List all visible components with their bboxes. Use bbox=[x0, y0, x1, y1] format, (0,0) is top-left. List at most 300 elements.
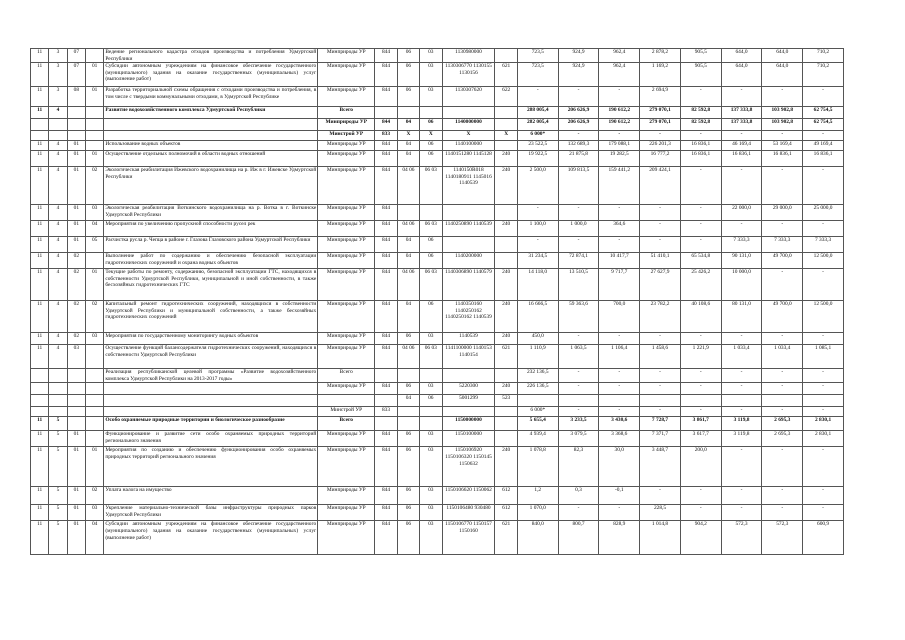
code-cell: 1150106620 1150062 bbox=[442, 487, 495, 505]
amount-cell: - bbox=[558, 237, 599, 253]
amount-cell bbox=[721, 395, 762, 407]
code-cell: 11 bbox=[31, 167, 49, 205]
code-cell bbox=[420, 369, 442, 383]
code-cell: 01 bbox=[67, 141, 85, 151]
amount-cell: 19 282,5 bbox=[599, 151, 640, 167]
amount-cell: - bbox=[517, 237, 558, 253]
code-cell: 03 bbox=[420, 49, 442, 63]
row-name-cell: Выполнение работ по содержанию и обеспечению безопасной эксплуатации гидротехнических сооружений и охрана водных объектов bbox=[104, 253, 318, 269]
code-cell: 11 bbox=[31, 487, 49, 505]
row-name-cell: Текущие работы по ремонту, содержанию, безопасной эксплуатации ГТС, находящихся в собственности Удмуртской Республики, муниципальной и иной собственности, в также бесхозяйных гидротехнических ГТС bbox=[104, 269, 318, 301]
table-row bbox=[31, 383, 844, 395]
amount-cell: - bbox=[680, 221, 721, 237]
code-cell: 622 bbox=[495, 87, 517, 107]
code-cell bbox=[67, 407, 85, 417]
code-cell: Минприроды УР bbox=[318, 345, 375, 369]
code-cell: 03 bbox=[67, 345, 85, 369]
row-name-cell: Субсидии автономным учреждениям на финансовое обеспечение государственного (муниципального) задания на оказание государственных (муниципальных) услуг (выполнение работ) bbox=[104, 521, 318, 555]
amount-cell: - bbox=[721, 505, 762, 521]
code-cell: 1130307620 bbox=[442, 87, 495, 107]
amount-cell: - bbox=[721, 131, 762, 141]
amount-cell: 226 201,3 bbox=[640, 141, 681, 151]
amount-cell: 2 878,2 bbox=[640, 49, 681, 63]
amount-cell: - bbox=[803, 269, 844, 301]
code-cell: 1140539 bbox=[442, 333, 495, 345]
amount-cell: 14 118,0 bbox=[517, 269, 558, 301]
amount-cell: 3 119,8 bbox=[721, 431, 762, 447]
amount-cell: 49 700,0 bbox=[762, 301, 803, 333]
amount-cell: - bbox=[762, 505, 803, 521]
amount-cell: - bbox=[680, 87, 721, 107]
amount-cell: 49 700,0 bbox=[762, 253, 803, 269]
amount-cell: 40 108,6 bbox=[680, 301, 721, 333]
code-cell: 844 bbox=[375, 151, 397, 167]
code-cell: 02 bbox=[67, 333, 85, 345]
row-name-cell: Разработка территориальной схемы обращения с отходами производства и потребления, в том числе с твердыми коммунальными отходами, в Удмуртской Республике bbox=[104, 87, 318, 107]
amount-cell: 16 836,1 bbox=[762, 151, 803, 167]
amount-cell bbox=[558, 395, 599, 407]
code-cell: 06 bbox=[420, 237, 442, 253]
amount-cell bbox=[762, 395, 803, 407]
amount-cell: 644,0 bbox=[762, 63, 803, 87]
amount-cell: - bbox=[762, 87, 803, 107]
table-row bbox=[31, 167, 844, 205]
code-cell: 06 bbox=[397, 63, 419, 87]
amount-cell: 12 500,0 bbox=[803, 253, 844, 269]
code-cell bbox=[49, 395, 67, 407]
amount-cell: - bbox=[558, 369, 599, 383]
code-cell bbox=[85, 345, 103, 369]
amount-cell: 16 777,2 bbox=[640, 151, 681, 167]
code-cell: 06 bbox=[397, 87, 419, 107]
code-cell: 240 bbox=[495, 447, 517, 487]
code-cell bbox=[442, 369, 495, 383]
code-cell: 11 bbox=[31, 205, 49, 221]
amount-cell: 3 617,7 bbox=[680, 431, 721, 447]
amount-cell: - bbox=[640, 407, 681, 417]
amount-cell: 644,0 bbox=[762, 49, 803, 63]
table-row bbox=[31, 447, 844, 487]
amount-cell: 1 100,0 bbox=[517, 221, 558, 237]
code-cell: Минприроды УР bbox=[318, 301, 375, 333]
code-cell: 04 bbox=[85, 521, 103, 555]
code-cell: 11 bbox=[31, 107, 49, 119]
amount-cell: 962,4 bbox=[599, 49, 640, 63]
code-cell: Х bbox=[420, 131, 442, 141]
code-cell: 1150100000 bbox=[442, 431, 495, 447]
row-name-cell: Осуществление функций балансодержателя гидротехнических сооружений, находящихся в собственности Удмуртской Республики bbox=[104, 345, 318, 369]
code-cell bbox=[85, 417, 103, 431]
code-cell: 3 bbox=[49, 63, 67, 87]
amount-cell: 1 063,5 bbox=[558, 345, 599, 369]
code-cell: 03 bbox=[420, 487, 442, 505]
code-cell: 844 bbox=[375, 205, 397, 221]
amount-cell: 800,7 bbox=[558, 521, 599, 555]
code-cell: 844 bbox=[375, 167, 397, 205]
amount-cell: 2 695,3 bbox=[762, 431, 803, 447]
amount-cell bbox=[599, 395, 640, 407]
code-cell: 02 bbox=[85, 167, 103, 205]
table-row bbox=[31, 521, 844, 555]
code-cell: 01 bbox=[67, 205, 85, 221]
amount-cell: 0,3 bbox=[558, 487, 599, 505]
code-cell bbox=[442, 407, 495, 417]
code-cell: 04 06 bbox=[397, 345, 419, 369]
code-cell bbox=[495, 119, 517, 131]
amount-cell: 2 695,3 bbox=[762, 417, 803, 431]
code-cell: 01 bbox=[67, 237, 85, 253]
code-cell: Всего bbox=[318, 369, 375, 383]
amount-cell: 25 000,0 bbox=[803, 205, 844, 221]
amount-cell: - bbox=[680, 407, 721, 417]
amount-cell: - bbox=[762, 369, 803, 383]
row-name-cell: Мероприятия по государственному мониторингу водных объектов bbox=[104, 333, 318, 345]
code-cell: 11 bbox=[31, 141, 49, 151]
row-name-cell: Развитие водохозяйственного комплекса Удмуртской Республики bbox=[104, 107, 318, 119]
code-cell: 621 bbox=[495, 345, 517, 369]
code-cell: Минстрой УР bbox=[318, 131, 375, 141]
code-cell: 844 bbox=[375, 49, 397, 63]
amount-cell: 6 000* bbox=[517, 407, 558, 417]
amount-cell: 200,0 bbox=[680, 447, 721, 487]
code-cell: 06 bbox=[420, 119, 442, 131]
amount-cell: 1 000,0 bbox=[558, 221, 599, 237]
code-cell bbox=[49, 407, 67, 417]
amount-cell: - bbox=[803, 221, 844, 237]
amount-cell: - bbox=[680, 167, 721, 205]
table-row bbox=[31, 301, 844, 333]
code-cell bbox=[85, 141, 103, 151]
amount-cell: - bbox=[803, 383, 844, 395]
amount-cell: 49 169,4 bbox=[803, 141, 844, 151]
amount-cell: - bbox=[558, 383, 599, 395]
code-cell: 612 bbox=[495, 487, 517, 505]
code-cell bbox=[49, 369, 67, 383]
amount-cell: 46 169,4 bbox=[721, 141, 762, 151]
row-name-cell: Ведение регионального кадастра отходов производства и потребления Удмуртской Республики bbox=[105, 49, 317, 62]
code-cell bbox=[85, 407, 103, 417]
code-cell: 04 06 bbox=[397, 269, 419, 301]
amount-cell: 10 000,0 bbox=[721, 269, 762, 301]
code-cell bbox=[67, 119, 85, 131]
amount-cell: - bbox=[803, 369, 844, 383]
code-cell: 06 bbox=[420, 141, 442, 151]
code-cell bbox=[420, 205, 442, 221]
code-cell: 06 03 bbox=[420, 221, 442, 237]
table-row bbox=[31, 333, 844, 345]
amount-cell: 16 836,1 bbox=[680, 141, 721, 151]
code-cell: 621 bbox=[495, 521, 517, 555]
amount-cell: - bbox=[599, 205, 640, 221]
code-cell: 04 bbox=[397, 253, 419, 269]
amount-cell: 600,9 bbox=[803, 521, 844, 555]
code-cell bbox=[495, 237, 517, 253]
row-name-cell: Капитальный ремонт гидротехнических сооружений, находящихся в собственности Удмуртской Республики и муниципальной собственности, а также бесхозяйных гидротехнических сооружений bbox=[104, 301, 318, 333]
amount-cell: 103 902,8 bbox=[762, 107, 803, 119]
code-cell: 1150106920 1150106320 1150145 1150632 bbox=[442, 447, 495, 487]
amount-cell: 7 728,7 bbox=[640, 417, 681, 431]
code-cell: 04 bbox=[397, 119, 419, 131]
amount-cell: - bbox=[680, 369, 721, 383]
amount-cell: 206 626,9 bbox=[558, 119, 599, 131]
amount-cell: 288 005,4 bbox=[517, 107, 558, 119]
code-cell: 844 bbox=[375, 237, 397, 253]
code-cell bbox=[375, 395, 397, 407]
code-cell: Х bbox=[442, 131, 495, 141]
code-cell bbox=[67, 131, 85, 141]
code-cell: 11 bbox=[31, 447, 49, 487]
code-cell bbox=[31, 407, 49, 417]
code-cell: 01 bbox=[85, 447, 103, 487]
code-cell: 03 bbox=[85, 333, 103, 345]
amount-cell: 1 169,2 bbox=[640, 63, 681, 87]
code-cell: 1140350160 1140250162 1140250162 1140539 bbox=[442, 301, 495, 333]
code-cell bbox=[375, 107, 397, 119]
code-cell: 04 bbox=[397, 141, 419, 151]
amount-cell: 1 033,4 bbox=[762, 345, 803, 369]
amount-cell: - bbox=[680, 131, 721, 141]
code-cell: 01 bbox=[85, 269, 103, 301]
code-cell: 02 bbox=[85, 487, 103, 505]
code-cell bbox=[49, 119, 67, 131]
amount-cell: - bbox=[721, 383, 762, 395]
code-cell: 07 bbox=[67, 63, 85, 87]
code-cell: 612 bbox=[495, 505, 517, 521]
code-cell bbox=[85, 119, 103, 131]
amount-cell: 82,3 bbox=[558, 447, 599, 487]
code-cell: 4 bbox=[49, 221, 67, 237]
code-cell: 06 bbox=[397, 431, 419, 447]
code-cell: 03 bbox=[85, 505, 103, 521]
code-cell: 844 bbox=[375, 345, 397, 369]
amount-cell: 3 368,6 bbox=[599, 431, 640, 447]
table-row bbox=[31, 505, 844, 521]
amount-cell: 1 014,8 bbox=[640, 521, 681, 555]
code-cell: 4 bbox=[49, 333, 67, 345]
code-cell: 1140150R018 1140180911 1145016 1140539 bbox=[442, 167, 495, 205]
code-cell: 11 bbox=[31, 345, 49, 369]
amount-cell: - bbox=[721, 447, 762, 487]
amount-cell: 103 902,8 bbox=[762, 119, 803, 131]
amount-cell: - bbox=[558, 205, 599, 221]
code-cell: 5 bbox=[49, 487, 67, 505]
code-cell: 03 bbox=[420, 87, 442, 107]
code-cell bbox=[495, 369, 517, 383]
amount-cell: - bbox=[680, 333, 721, 345]
amount-cell: - bbox=[640, 487, 681, 505]
code-cell: 01 bbox=[67, 447, 85, 487]
code-cell: 04 bbox=[85, 221, 103, 237]
code-cell: 01 bbox=[85, 63, 103, 87]
table-row bbox=[31, 487, 844, 505]
code-cell: 4 bbox=[49, 301, 67, 333]
amount-cell: 206 626,9 bbox=[558, 107, 599, 119]
amount-cell: - bbox=[762, 333, 803, 345]
amount-cell: 209 424,1 bbox=[640, 167, 681, 205]
code-cell: Минприроды УР bbox=[318, 221, 375, 237]
amount-cell: 364,6 bbox=[599, 221, 640, 237]
amount-cell: - bbox=[640, 221, 681, 237]
amount-cell: 232 136,5 bbox=[517, 369, 558, 383]
code-cell: 240 bbox=[495, 333, 517, 345]
code-cell: 11 bbox=[31, 333, 49, 345]
table-row bbox=[31, 119, 844, 131]
code-cell bbox=[318, 395, 375, 407]
code-cell: Минприроды УР bbox=[318, 151, 375, 167]
row-name-cell bbox=[104, 131, 318, 141]
code-cell: 621 bbox=[495, 63, 517, 87]
amount-cell: - bbox=[680, 237, 721, 253]
code-cell: 1140250890 1140539 bbox=[442, 221, 495, 237]
code-cell: 833 bbox=[375, 407, 397, 417]
amount-cell: 1 458,6 bbox=[640, 345, 681, 369]
row-name-cell: Укрепление материально-технической базы инфраструктуры природных парков Удмуртской Республики bbox=[104, 505, 318, 521]
amount-cell: 25 426,2 bbox=[680, 269, 721, 301]
amount-cell: - bbox=[558, 131, 599, 141]
code-cell: 03 bbox=[85, 205, 103, 221]
code-cell: 1150106770 1150157 1150160 bbox=[442, 521, 495, 555]
code-cell bbox=[495, 107, 517, 119]
code-cell: 06 bbox=[397, 447, 419, 487]
code-cell: 4 bbox=[49, 269, 67, 301]
amount-cell: - bbox=[680, 205, 721, 221]
amount-cell: 279 070,1 bbox=[640, 107, 681, 119]
code-cell: 1140100000 bbox=[442, 141, 495, 151]
code-cell bbox=[31, 395, 49, 407]
amount-cell: - bbox=[599, 505, 640, 521]
amount-cell: -0,1 bbox=[599, 487, 640, 505]
table-row bbox=[31, 345, 844, 369]
code-cell: 01 bbox=[67, 431, 85, 447]
row-name-cell: Мероприятия по созданию и обеспечению функционирования особо охраняемых природных территорий регионального значения bbox=[104, 447, 318, 487]
code-cell bbox=[31, 383, 49, 395]
code-cell bbox=[442, 237, 495, 253]
code-cell bbox=[495, 141, 517, 151]
code-cell: 06 bbox=[420, 151, 442, 167]
code-cell: Минприроды УР bbox=[318, 447, 375, 487]
code-cell: 1150106480 930480 bbox=[442, 505, 495, 521]
table-row bbox=[31, 49, 844, 63]
amount-cell: - bbox=[721, 87, 762, 107]
amount-cell: 159 441,2 bbox=[599, 167, 640, 205]
code-cell: 844 bbox=[375, 487, 397, 505]
code-cell: 11 bbox=[31, 431, 49, 447]
code-cell: 06 bbox=[397, 383, 419, 395]
code-cell: 04 06 bbox=[397, 167, 419, 205]
code-cell: 01 bbox=[67, 521, 85, 555]
code-cell: 4 bbox=[49, 345, 67, 369]
code-cell: Всего bbox=[318, 417, 375, 431]
code-cell: 01 bbox=[67, 221, 85, 237]
code-cell bbox=[495, 205, 517, 221]
code-cell: Минприроды УР bbox=[318, 487, 375, 505]
amount-cell: - bbox=[640, 383, 681, 395]
amount-cell: 59 363,6 bbox=[558, 301, 599, 333]
amount-cell: 82 592,8 bbox=[680, 107, 721, 119]
table-row bbox=[31, 87, 844, 107]
code-cell: 08 bbox=[67, 87, 85, 107]
code-cell: 11 bbox=[31, 151, 49, 167]
code-cell bbox=[397, 107, 419, 119]
code-cell: 1130306770 1130155 1130156 bbox=[442, 63, 495, 87]
code-cell: 11 bbox=[31, 63, 49, 87]
amount-cell: - bbox=[680, 383, 721, 395]
amount-cell: - bbox=[599, 131, 640, 141]
code-cell bbox=[67, 107, 85, 119]
table-row bbox=[31, 417, 844, 431]
code-cell: 03 bbox=[420, 521, 442, 555]
amount-cell: - bbox=[680, 505, 721, 521]
code-cell: 1150000000 bbox=[442, 417, 495, 431]
amount-cell: 12 500,0 bbox=[803, 301, 844, 333]
amount-cell: 1,2 bbox=[517, 487, 558, 505]
code-cell: Минприроды УР bbox=[318, 87, 375, 107]
code-cell: 01 bbox=[67, 505, 85, 521]
amount-cell: - bbox=[599, 87, 640, 107]
code-cell: 11 bbox=[31, 237, 49, 253]
amount-cell: 644,0 bbox=[721, 49, 762, 63]
code-cell: 03 bbox=[420, 431, 442, 447]
amount-cell: 13 510,5 bbox=[558, 269, 599, 301]
code-cell: 4 bbox=[49, 167, 67, 205]
code-cell: 02 bbox=[67, 301, 85, 333]
code-cell: 01 bbox=[67, 167, 85, 205]
table-row bbox=[31, 131, 844, 141]
code-cell: 844 bbox=[375, 431, 397, 447]
row-name-cell: Уплата налога на имущество bbox=[104, 487, 318, 505]
amount-cell: 23 782,2 bbox=[640, 301, 681, 333]
code-cell: 1140000000 bbox=[442, 119, 495, 131]
code-cell: Минприроды УР bbox=[318, 521, 375, 555]
code-cell: 05 bbox=[85, 237, 103, 253]
code-cell: 04 bbox=[397, 395, 419, 407]
amount-cell: - bbox=[762, 269, 803, 301]
amount-cell: 282 005,4 bbox=[517, 119, 558, 131]
code-cell bbox=[85, 131, 103, 141]
amount-cell: 1 221,9 bbox=[680, 345, 721, 369]
code-cell: 240 bbox=[495, 269, 517, 301]
amount-cell: - bbox=[762, 383, 803, 395]
amount-cell: - bbox=[558, 333, 599, 345]
code-cell bbox=[397, 205, 419, 221]
code-cell: 11 bbox=[31, 87, 49, 107]
code-cell: 04 bbox=[397, 151, 419, 167]
amount-cell: - bbox=[803, 447, 844, 487]
amount-cell: 3 079,5 bbox=[558, 431, 599, 447]
amount-cell: 179 088,1 bbox=[599, 141, 640, 151]
amount-cell: 53 169,4 bbox=[762, 141, 803, 151]
amount-cell: 924,9 bbox=[558, 63, 599, 87]
code-cell: Х bbox=[495, 131, 517, 141]
amount-cell: 16 836,1 bbox=[721, 151, 762, 167]
amount-cell: 132 689,3 bbox=[558, 141, 599, 151]
code-cell bbox=[85, 369, 103, 383]
code-cell: 240 bbox=[495, 151, 517, 167]
amount-cell: 109 813,5 bbox=[558, 167, 599, 205]
code-cell: 07 bbox=[67, 49, 85, 63]
amount-cell: 905,5 bbox=[680, 49, 721, 63]
code-cell bbox=[495, 431, 517, 447]
code-cell: 844 bbox=[375, 253, 397, 269]
amount-cell: 905,5 bbox=[680, 63, 721, 87]
code-cell: 844 bbox=[375, 87, 397, 107]
amount-cell: 51 410,1 bbox=[640, 253, 681, 269]
code-cell bbox=[85, 383, 103, 395]
code-cell: 4 bbox=[49, 253, 67, 269]
amount-cell: 22 000,0 bbox=[721, 205, 762, 221]
amount-cell: 190 612,2 bbox=[599, 107, 640, 119]
code-cell bbox=[85, 107, 103, 119]
